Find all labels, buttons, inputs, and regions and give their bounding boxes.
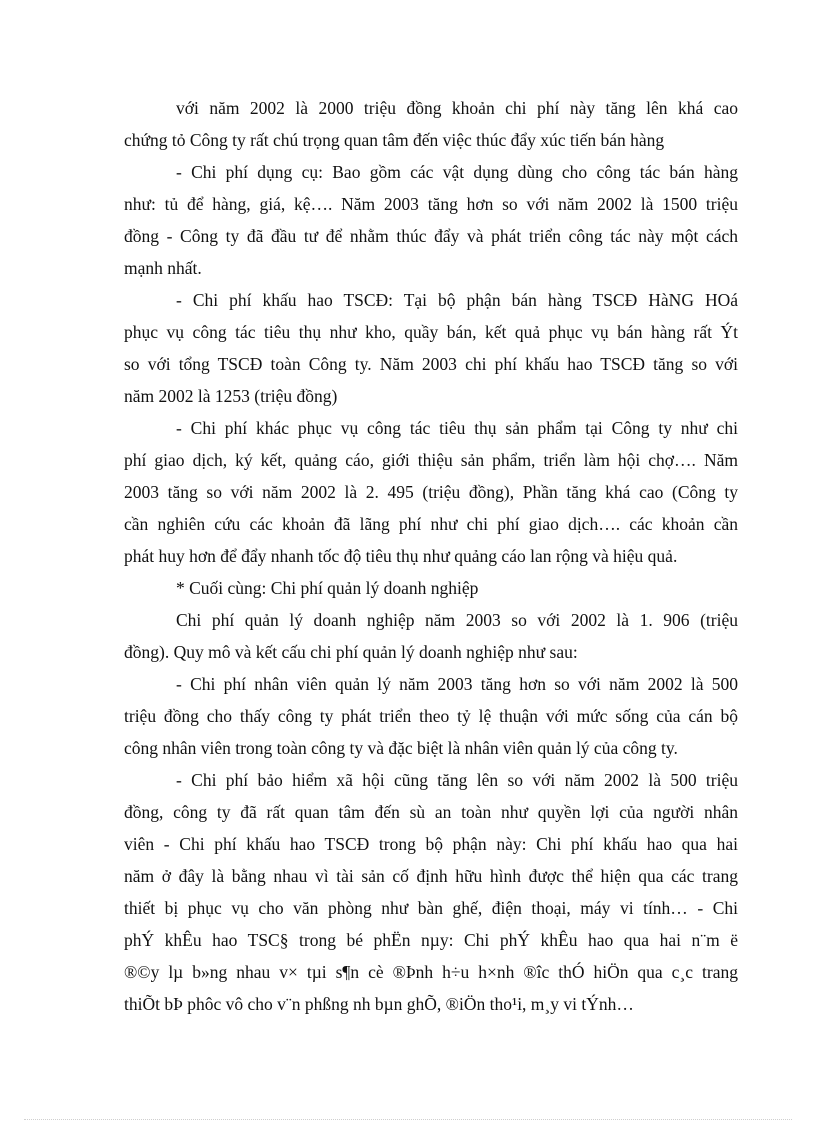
text-line: phát huy hơn để đẩy nhanh tốc độ tiêu thụ như quảng cáo lan rộng và hiệu quả.	[124, 546, 678, 566]
section-heading-management-costs	[124, 572, 738, 604]
text-line: phÝ khÊu hao TSC§ trong bé phËn nµy: Chi phÝ khÊu hao qua hai n¨m ë	[124, 930, 738, 950]
paragraph-depreciation	[124, 284, 738, 412]
text-line: mạnh nhất.	[124, 258, 202, 278]
text-line: năm ở đây là bằng nhau vì tài sản cố định hữu hình được thể hiện qua các trang	[124, 866, 738, 886]
text-line: năm 2002 là 1253 (triệu đồng)	[124, 386, 338, 406]
text-line: thiết bị phục vụ cho văn phòng như bàn ghế, điện thoại, máy vi tính… - Chi	[124, 898, 738, 918]
text-line: công nhân viên trong toàn công ty và đặc biệt là nhân viên quản lý của công ty.	[124, 738, 678, 758]
text-line: đồng). Quy mô và kết cấu chi phí quản lý doanh nghiệp như sau:	[124, 642, 578, 662]
text-line: với năm 2002 là 2000 triệu đồng khoản chi phí này tăng lên khá cao	[176, 98, 738, 118]
text-line: như: tủ để hàng, giá, kệ…. Năm 2003 tăng hơn so với năm 2002 là 1500 triệu	[124, 194, 738, 214]
document-page	[124, 92, 738, 1020]
text-line: - Chi phí khác phục vụ công tác tiêu thụ sản phẩm tại Công ty như chi	[176, 418, 738, 438]
paragraph-tools-cost	[124, 156, 738, 284]
text-line: đồng - Công ty đã đầu tư để nhằm thúc đẩy và phát triển công tác này một cách	[124, 226, 738, 246]
text-line: - Chi phí bảo hiểm xã hội cũng tăng lên so với năm 2002 là 500 triệu	[176, 770, 738, 790]
text-line: viên - Chi phí khấu hao TSCĐ trong bộ phận này: Chi phí khấu hao qua hai	[124, 834, 738, 854]
text-line: triệu đồng cho thấy công ty phát triển theo tỷ lệ thuận với mức sống của cán bộ	[124, 706, 738, 726]
page-bottom-divider	[24, 1119, 792, 1120]
text-line: - Chi phí nhân viên quản lý năm 2003 tăng hơn so với năm 2002 là 500	[176, 674, 738, 694]
text-line: - Chi phí khấu hao TSCĐ: Tại bộ phận bán hàng TSCĐ HàNG HOá	[176, 290, 738, 310]
text-line: thiÕt bÞ phôc vô cho v¨n phßng nh bµn ghÕ, ®iÖn tho¹i, m¸y vi tÝnh…	[124, 994, 634, 1014]
text-line: chứng tỏ Công ty rất chú trọng quan tâm đến việc thúc đẩy xúc tiến bán hàng	[124, 130, 665, 150]
text-line: - Chi phí dụng cụ: Bao gồm các vật dụng dùng cho công tác bán hàng	[176, 162, 738, 182]
paragraph-social-insurance	[124, 764, 738, 1020]
paragraph-staff-costs	[124, 668, 738, 764]
text-line: cần nghiên cứu các khoản đã lãng phí như chi phí giao dịch…. các khoản cần	[124, 514, 738, 534]
text-line: 2003 tăng so với năm 2002 là 2. 495 (triệu đồng), Phần tăng khá cao (Công ty	[124, 482, 738, 502]
paragraph-management-summary	[124, 604, 738, 668]
text-line: phí giao dịch, ký kết, quảng cáo, giới thiệu sản phẩm, triển làm hội chợ…. Năm	[124, 450, 738, 470]
text-line: đồng, công ty đã rất quan tâm đến sù an toàn như quyền lợi của người nhân	[124, 802, 738, 822]
text-line: Chi phí quản lý doanh nghiệp năm 2003 so với 2002 là 1. 906 (triệu	[176, 610, 738, 630]
paragraph-sales-promotion	[124, 92, 738, 156]
text-line: ®©y lµ b»ng nhau v× tµi s¶n cè ®Þnh h÷u h×nh ®îc thÓ hiÖn qua c¸c trang	[124, 962, 738, 982]
section-heading: * Cuối cùng: Chi phí quản lý doanh nghiệp	[176, 578, 479, 598]
paragraph-other-costs	[124, 412, 738, 572]
text-line: so với tổng TSCĐ toàn Công ty. Năm 2003 chi phí khấu hao TSCĐ tăng so với	[124, 354, 738, 374]
text-line: phục vụ công tác tiêu thụ như kho, quầy bán, kết quả phục vụ bán hàng rất Ýt	[124, 322, 738, 342]
